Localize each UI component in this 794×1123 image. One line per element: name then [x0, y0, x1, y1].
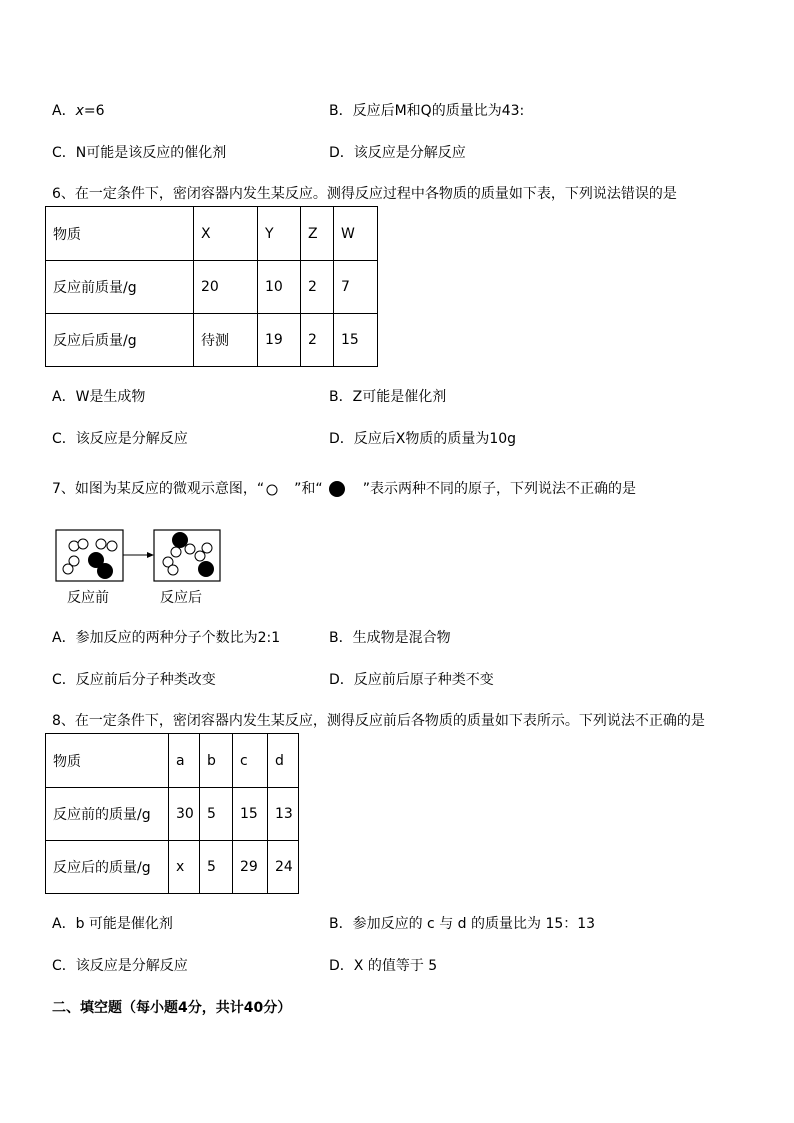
label-before: 反应前	[67, 590, 109, 606]
arrow-head-icon	[147, 552, 154, 558]
table-cell: 29	[233, 841, 268, 894]
table-cell: 5	[200, 788, 233, 841]
q5-option-c: C．N可能是该反应的催化剂	[52, 145, 227, 161]
white-atom	[168, 565, 178, 575]
table-cell: 15	[334, 314, 378, 367]
table-cell: 24	[268, 841, 299, 894]
q6-option-a: A．W是生成物	[52, 389, 146, 405]
white-atom	[69, 541, 79, 551]
q6-option-b: B．Z可能是催化剂	[329, 389, 447, 405]
table-cell: c	[233, 734, 268, 788]
table-cell: 20	[194, 261, 258, 314]
q6-option-c: C．该反应是分解反应	[52, 431, 188, 447]
black-atom	[97, 563, 113, 579]
q7-option-a: A．参加反应的两种分子个数比为2:1	[52, 630, 281, 646]
table-row	[46, 261, 378, 314]
q5-option-d: D．该反应是分解反应	[329, 145, 466, 161]
table-row	[46, 314, 378, 367]
white-atom	[96, 539, 106, 549]
q8-stem: 8、在一定条件下，密闭容器内发生某反应，测得反应前后各物质的质量如下表所示。下列说法不正确的是	[52, 713, 705, 729]
table-cell: 15	[233, 788, 268, 841]
table-cell: Y	[258, 207, 301, 261]
white-atom	[171, 547, 181, 557]
q8-option-a: A．b 可能是催化剂	[52, 916, 173, 932]
section-title: 二、填空题（每小题4分，共计40分）	[52, 1000, 292, 1016]
table-row	[46, 841, 299, 894]
table-cell: 物质	[46, 207, 194, 261]
q8-option-b: B．参加反应的 c 与 d 的质量比为 15：13	[329, 916, 596, 932]
q5-option-a-prefix: A．	[52, 103, 76, 119]
q5-option-b: B．反应后M和Q的质量比为43:	[329, 103, 525, 119]
q5-option-a	[52, 100, 105, 120]
table-row	[46, 734, 299, 788]
q7-stem-part2: ”和“	[294, 481, 323, 497]
table-cell: 19	[258, 314, 301, 367]
table-cell: 5	[200, 841, 233, 894]
q8-table	[45, 733, 299, 894]
label-after: 反应后	[160, 590, 202, 606]
table-cell: 反应后质量/g	[46, 314, 194, 367]
reaction-diagram	[50, 524, 230, 586]
table-cell: X	[194, 207, 258, 261]
table-cell: 反应前质量/g	[46, 261, 194, 314]
table-cell: 物质	[46, 734, 169, 788]
table-cell: 7	[334, 261, 378, 314]
table-cell: 10	[258, 261, 301, 314]
table-row	[46, 207, 378, 261]
q8-option-d: D．X 的值等于 5	[329, 958, 438, 974]
table-cell: 2	[301, 314, 334, 367]
table-cell: Z	[301, 207, 334, 261]
q7-option-b: B．生成物是混合物	[329, 630, 451, 646]
q7-option-d: D．反应前后原子种类不变	[329, 672, 494, 688]
table-cell: x	[169, 841, 200, 894]
table-cell: 2	[301, 261, 334, 314]
table-cell: b	[200, 734, 233, 788]
table-cell: 13	[268, 788, 299, 841]
black-atom	[198, 561, 214, 577]
q6-option-d: D．反应后X物质的质量为10g	[329, 431, 517, 447]
table-cell: a	[169, 734, 200, 788]
table-cell: 反应前的质量/g	[46, 788, 169, 841]
q6-table	[45, 206, 378, 367]
white-atom	[195, 551, 205, 561]
q5-option-a-rest: =6	[83, 103, 105, 119]
q6-stem: 6、在一定条件下，密闭容器内发生某反应。测得反应过程中各物质的质量如下表，下列说法错误的是	[52, 186, 677, 202]
white-atom	[202, 543, 212, 553]
q7-option-c: C．反应前后分子种类改变	[52, 672, 216, 688]
white-atom	[185, 544, 195, 554]
black-atom	[172, 532, 188, 548]
table-cell: 待测	[194, 314, 258, 367]
white-atom-icon	[264, 480, 294, 498]
table-row	[46, 788, 299, 841]
white-atom	[78, 539, 88, 549]
white-atom	[63, 564, 73, 574]
white-atom	[107, 541, 117, 551]
q7-stem-part3: ”表示两种不同的原子，下列说法不正确的是	[362, 481, 636, 497]
table-cell: d	[268, 734, 299, 788]
q7-stem-part1: 7、如图为某反应的微观示意图，“	[52, 481, 265, 497]
table-cell: 反应后的质量/g	[46, 841, 169, 894]
q5-option-a-var: x	[75, 103, 84, 119]
black-atom-icon	[323, 480, 363, 498]
q8-option-c: C．该反应是分解反应	[52, 958, 188, 974]
q7-stem	[52, 478, 636, 498]
table-cell: 30	[169, 788, 200, 841]
table-cell: W	[334, 207, 378, 261]
